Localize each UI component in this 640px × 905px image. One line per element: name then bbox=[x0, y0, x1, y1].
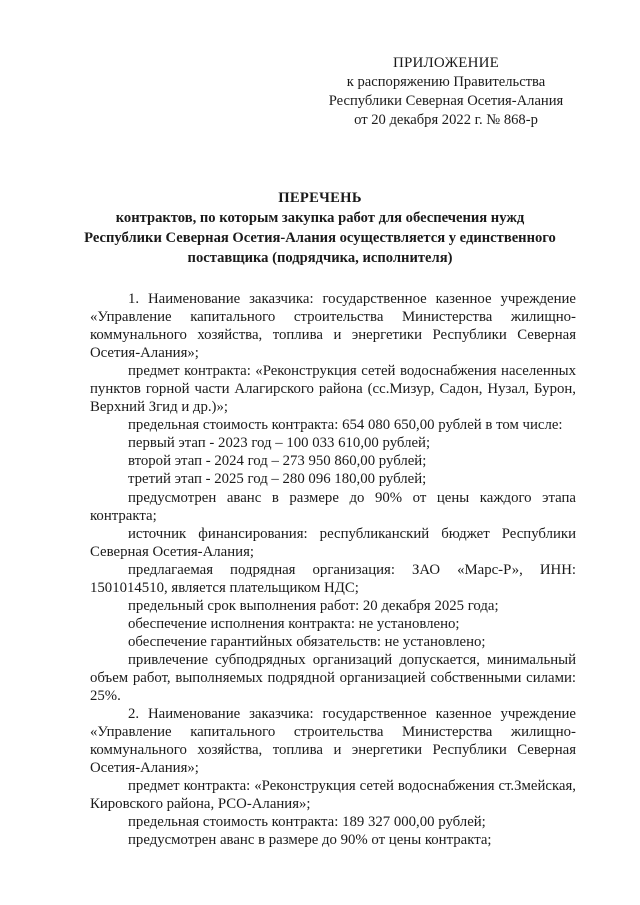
appendix-line-1: к распоряжению Правительства bbox=[346, 74, 546, 90]
heading-title: ПЕРЕЧЕНЬ bbox=[278, 190, 362, 206]
appendix-block bbox=[320, 54, 572, 130]
heading-line-3: поставщика (подрядчика, исполнителя) bbox=[187, 250, 453, 266]
item-1-deadline: предельный срок выполнения работ: 20 декабря 2025 года; bbox=[128, 597, 499, 614]
item-1-contract-security: обеспечение исполнения контракта: не установлено; bbox=[128, 615, 460, 632]
item-2-advance: предусмотрен аванс в размере до 90% от цены контракта; bbox=[128, 832, 492, 849]
item-1-contractor: предлагаемая подрядная организация: ЗАО «Марс-Р», ИНН: 1501014510, является плательщиком НДС; bbox=[90, 561, 576, 596]
appendix-title: ПРИЛОЖЕНИЕ bbox=[392, 55, 500, 71]
item-1-warranty-security: обеспечение гарантийных обязательств: не установлено; bbox=[128, 633, 486, 650]
heading-line-2: Республики Северная Осетия-Алания осуществляется у единственного bbox=[84, 230, 556, 246]
heading-line-1: контрактов, по которым закупка работ для обеспечения нужд bbox=[115, 210, 525, 226]
item-2-subject: предмет контракта: «Реконструкция сетей водоснабжения ст.Змейская, Кировского района, РСО-Алания»; bbox=[90, 778, 576, 813]
item-1-advance: предусмотрен аванс в размере до 90% от цены каждого этапа контракта; bbox=[90, 489, 576, 524]
item-1-stage-3: третий этап - 2025 год – 280 096 180,00 рублей; bbox=[128, 471, 427, 488]
appendix-line-2: Республики Северная Осетия-Алания bbox=[328, 93, 564, 109]
item-1-subject: предмет контракта: «Реконструкция сетей водоснабжения населенных пунктов горной части Алагирского района (сс.Мизур, Садон, Нузал, Бурон, Верхний Згид и др.)»; bbox=[90, 363, 576, 416]
document-body bbox=[90, 290, 576, 849]
appendix-line-3: от 20 декабря 2022 г. № 868-р bbox=[354, 112, 538, 128]
item-2-customer: 2. Наименование заказчика: государственное казенное учреждение «Управление капитального строительства Министерства жилищно-коммунального хозяйства, топлива и энергетики Республики Северная Осетия-Алания»; bbox=[90, 706, 576, 777]
item-2-max-cost: предельная стоимость контракта: 189 327 000,00 рублей; bbox=[128, 814, 486, 831]
item-1-stage-1: первый этап - 2023 год – 100 033 610,00 рублей; bbox=[128, 435, 431, 452]
document-heading bbox=[70, 188, 570, 268]
item-1-max-cost: предельная стоимость контракта: 654 080 650,00 рублей в том числе: bbox=[128, 417, 563, 434]
item-1-customer: 1. Наименование заказчика: государственное казенное учреждение «Управление капитального строительства Министерства жилищно-коммунального хозяйства, топлива и энергетики Республики Северная Осетия-Алания»; bbox=[90, 291, 576, 362]
item-1-funding-source: источник финансирования: республиканский бюджет Республики Северная Осетия-Алания; bbox=[90, 525, 576, 560]
item-1-stage-2: второй этап - 2024 год – 273 950 860,00 рублей; bbox=[128, 453, 427, 470]
item-1-subcontractors: привлечение субподрядных организаций допускается, минимальный объем работ, выполняемых подрядной организацией собственными силами: 25%. bbox=[90, 651, 576, 705]
